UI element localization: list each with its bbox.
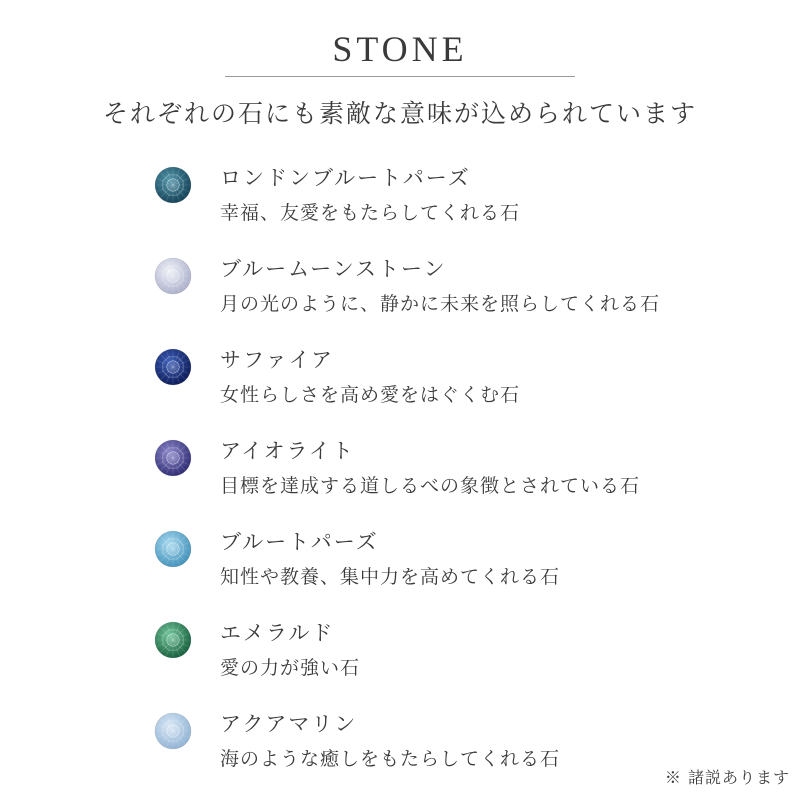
blue-topaz-gem-icon [154,530,192,568]
london-blue-topaz-gem-icon [154,166,192,204]
stone-description: 女性らしさを高め愛をはぐくむ石 [220,384,521,406]
stone-name: アクアマリン [220,712,358,736]
stone-description: 月の光のように、静かに未来を照らしてくれる石 [220,293,661,315]
stone-item-sapphire [150,342,770,433]
stone-name: ブルームーンストーン [220,257,447,281]
stone-name: アイオライト [220,439,355,463]
disclaimer-note: ※ 諸説あります [664,768,790,787]
title-divider [225,76,575,77]
stone-description: 幸福、友愛をもたらしてくれる石 [220,202,521,224]
stone-description: 海のような癒しをもたらしてくれる石 [220,748,561,770]
sapphire-gem-icon [154,348,192,386]
stone-name: サファイア [220,348,334,372]
emerald-gem-icon [154,621,192,659]
stone-item-blue-topaz [150,524,770,615]
stone-item-emerald [150,615,770,706]
stone-description: 知性や教養、集中力を高めてくれる石 [220,566,561,588]
stone-item-blue-moonstone [150,251,770,342]
page-subtitle: それぞれの石にも素敵な意味が込められています [102,99,697,128]
stone-item-iolite [150,433,770,524]
iolite-gem-icon [154,439,192,477]
stone-list [150,160,770,797]
stone-name: エメラルド [220,621,335,645]
stone-description: 愛の力が強い石 [220,657,361,679]
stone-name: ブルートパーズ [220,530,379,554]
page-title: STONE [332,29,468,69]
blue-moonstone-gem-icon [154,257,192,295]
stone-item-london-blue-topaz [150,160,770,251]
stone-name: ロンドンブルートパーズ [220,166,471,190]
aquamarine-gem-icon [154,712,192,750]
stone-description: 目標を達成する道しるべの象徴とされている石 [220,475,641,497]
